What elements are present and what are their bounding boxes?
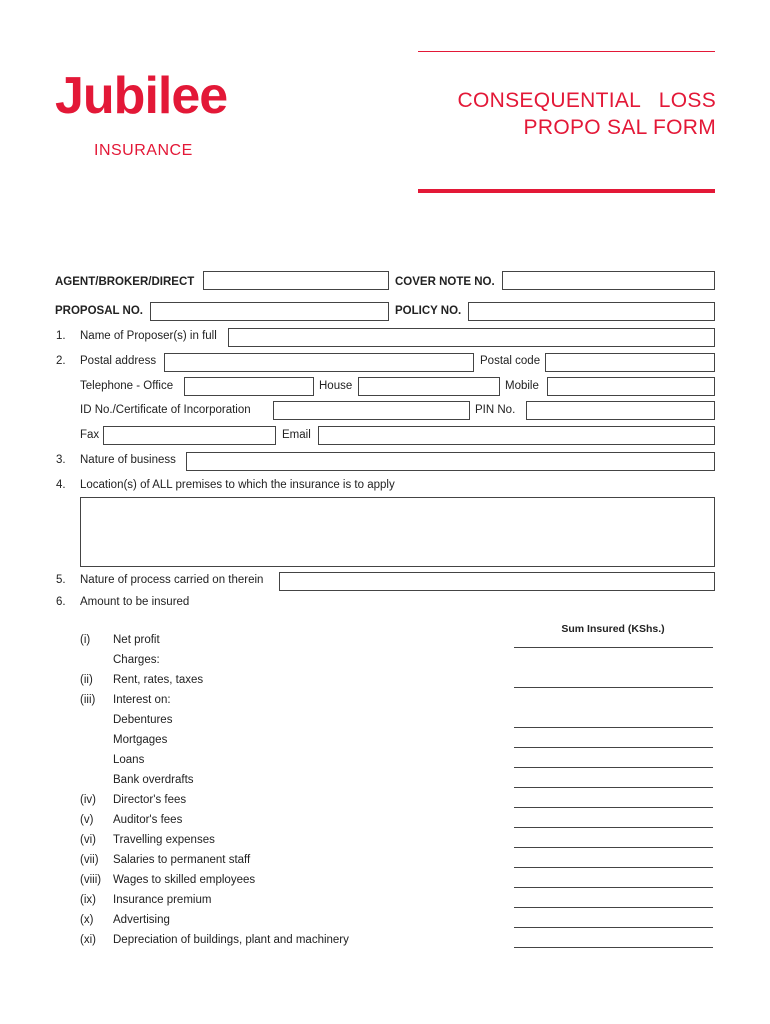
agent-label: AGENT/BROKER/DIRECT — [55, 276, 195, 288]
amount-item-label: Net profit — [113, 634, 160, 646]
locations-label: Location(s) of ALL premises to which the insurance is to apply — [80, 479, 395, 491]
amount-item-label: Bank overdrafts — [113, 774, 194, 786]
amount-item-label: Advertising — [113, 914, 170, 926]
house-label: House — [319, 380, 353, 392]
amount-roman: (iv) — [80, 794, 96, 806]
sum-insured-line[interactable] — [514, 727, 713, 728]
sum-insured-line[interactable] — [514, 767, 713, 768]
section-2-number: 2. — [56, 355, 66, 367]
sum-insured-line[interactable] — [514, 907, 713, 908]
id-no-label: ID No./Certificate of Incorporation — [80, 404, 251, 416]
sum-insured-header: Sum Insured (KShs.) — [561, 623, 665, 635]
title-thick-rule — [418, 189, 715, 193]
amount-to-be-insured-label: Amount to be insured — [80, 596, 190, 608]
policy-no-input[interactable] — [468, 302, 715, 321]
fax-input[interactable] — [103, 426, 276, 445]
amount-item-label: Salaries to permanent staff — [113, 854, 251, 866]
amount-roman: (xi) — [80, 934, 96, 946]
section-5-number: 5. — [56, 574, 66, 586]
amount-roman: (v) — [80, 814, 94, 826]
house-input[interactable] — [358, 377, 500, 396]
sum-insured-line[interactable] — [514, 827, 713, 828]
locations-textarea[interactable] — [80, 497, 715, 567]
email-label: Email — [282, 429, 311, 441]
mobile-label: Mobile — [505, 380, 539, 392]
cover-note-input[interactable] — [502, 271, 715, 290]
amount-item-label: Charges: — [113, 654, 160, 666]
nature-of-process-label: Nature of process carried on therein — [80, 574, 264, 586]
sum-insured-line[interactable] — [514, 947, 713, 948]
amount-roman: (iii) — [80, 694, 96, 706]
amount-roman: (ix) — [80, 894, 96, 906]
amount-item-label: Wages to skilled employees — [113, 874, 256, 886]
sum-insured-line[interactable] — [514, 787, 713, 788]
sum-insured-line[interactable] — [514, 747, 713, 748]
form-title-line2: PROPO SAL FORM — [523, 116, 716, 139]
pin-no-label: PIN No. — [475, 404, 516, 416]
amount-roman: (ii) — [80, 674, 93, 686]
amount-roman: (x) — [80, 914, 94, 926]
section-1-number: 1. — [56, 330, 66, 342]
amount-item-label: Debentures — [113, 714, 173, 726]
telephone-office-input[interactable] — [184, 377, 314, 396]
postal-address-input[interactable] — [164, 353, 474, 372]
sum-insured-line[interactable] — [514, 847, 713, 848]
email-input[interactable] — [318, 426, 715, 445]
amount-item-label: Interest on: — [113, 694, 171, 706]
postal-address-label: Postal address — [80, 355, 157, 367]
amount-roman: (i) — [80, 634, 91, 646]
mobile-input[interactable] — [547, 377, 715, 396]
amount-item-label: Insurance premium — [113, 894, 212, 906]
fax-label: Fax — [80, 429, 100, 441]
sum-insured-line[interactable] — [514, 807, 713, 808]
amount-roman: (vi) — [80, 834, 96, 846]
pin-no-input[interactable] — [526, 401, 715, 420]
sum-insured-line[interactable] — [514, 647, 713, 648]
cover-note-label: COVER NOTE NO. — [395, 276, 495, 288]
proposer-name-label: Name of Proposer(s) in full — [80, 330, 217, 342]
amount-item-label: Depreciation of buildings, plant and machinery — [113, 934, 349, 946]
proposal-no-input[interactable] — [150, 302, 389, 321]
amount-item-label: Loans — [113, 754, 145, 766]
amount-item-label: Auditor's fees — [113, 814, 183, 826]
amount-item-label: Director's fees — [113, 794, 187, 806]
section-3-number: 3. — [56, 454, 66, 466]
amount-item-label: Mortgages — [113, 734, 168, 746]
jubilee-logo: Jubilee — [55, 67, 228, 125]
sum-insured-line[interactable] — [514, 927, 713, 928]
amount-roman: (vii) — [80, 854, 99, 866]
form-title-line1: CONSEQUENTIAL LOSS — [457, 89, 716, 112]
nature-of-business-input[interactable] — [186, 452, 715, 471]
section-6-number: 6. — [56, 596, 66, 608]
proposer-name-input[interactable] — [228, 328, 715, 347]
postal-code-label: Postal code — [480, 355, 541, 367]
section-4-number: 4. — [56, 479, 66, 491]
logo-subtitle: INSURANCE — [94, 142, 193, 159]
postal-code-input[interactable] — [545, 353, 715, 372]
amount-item-label: Travelling expenses — [113, 834, 215, 846]
policy-no-label: POLICY NO. — [395, 305, 462, 317]
amount-roman: (viii) — [80, 874, 102, 886]
sum-insured-line[interactable] — [514, 887, 713, 888]
amount-item-label: Rent, rates, taxes — [113, 674, 204, 686]
telephone-office-label: Telephone - Office — [80, 380, 174, 392]
proposal-no-label: PROPOSAL NO. — [55, 305, 143, 317]
sum-insured-line[interactable] — [514, 687, 713, 688]
nature-of-process-input[interactable] — [279, 572, 715, 591]
nature-of-business-label: Nature of business — [80, 454, 176, 466]
id-no-input[interactable] — [273, 401, 470, 420]
top-thin-rule — [418, 51, 715, 52]
sum-insured-line[interactable] — [514, 867, 713, 868]
agent-input[interactable] — [203, 271, 389, 290]
